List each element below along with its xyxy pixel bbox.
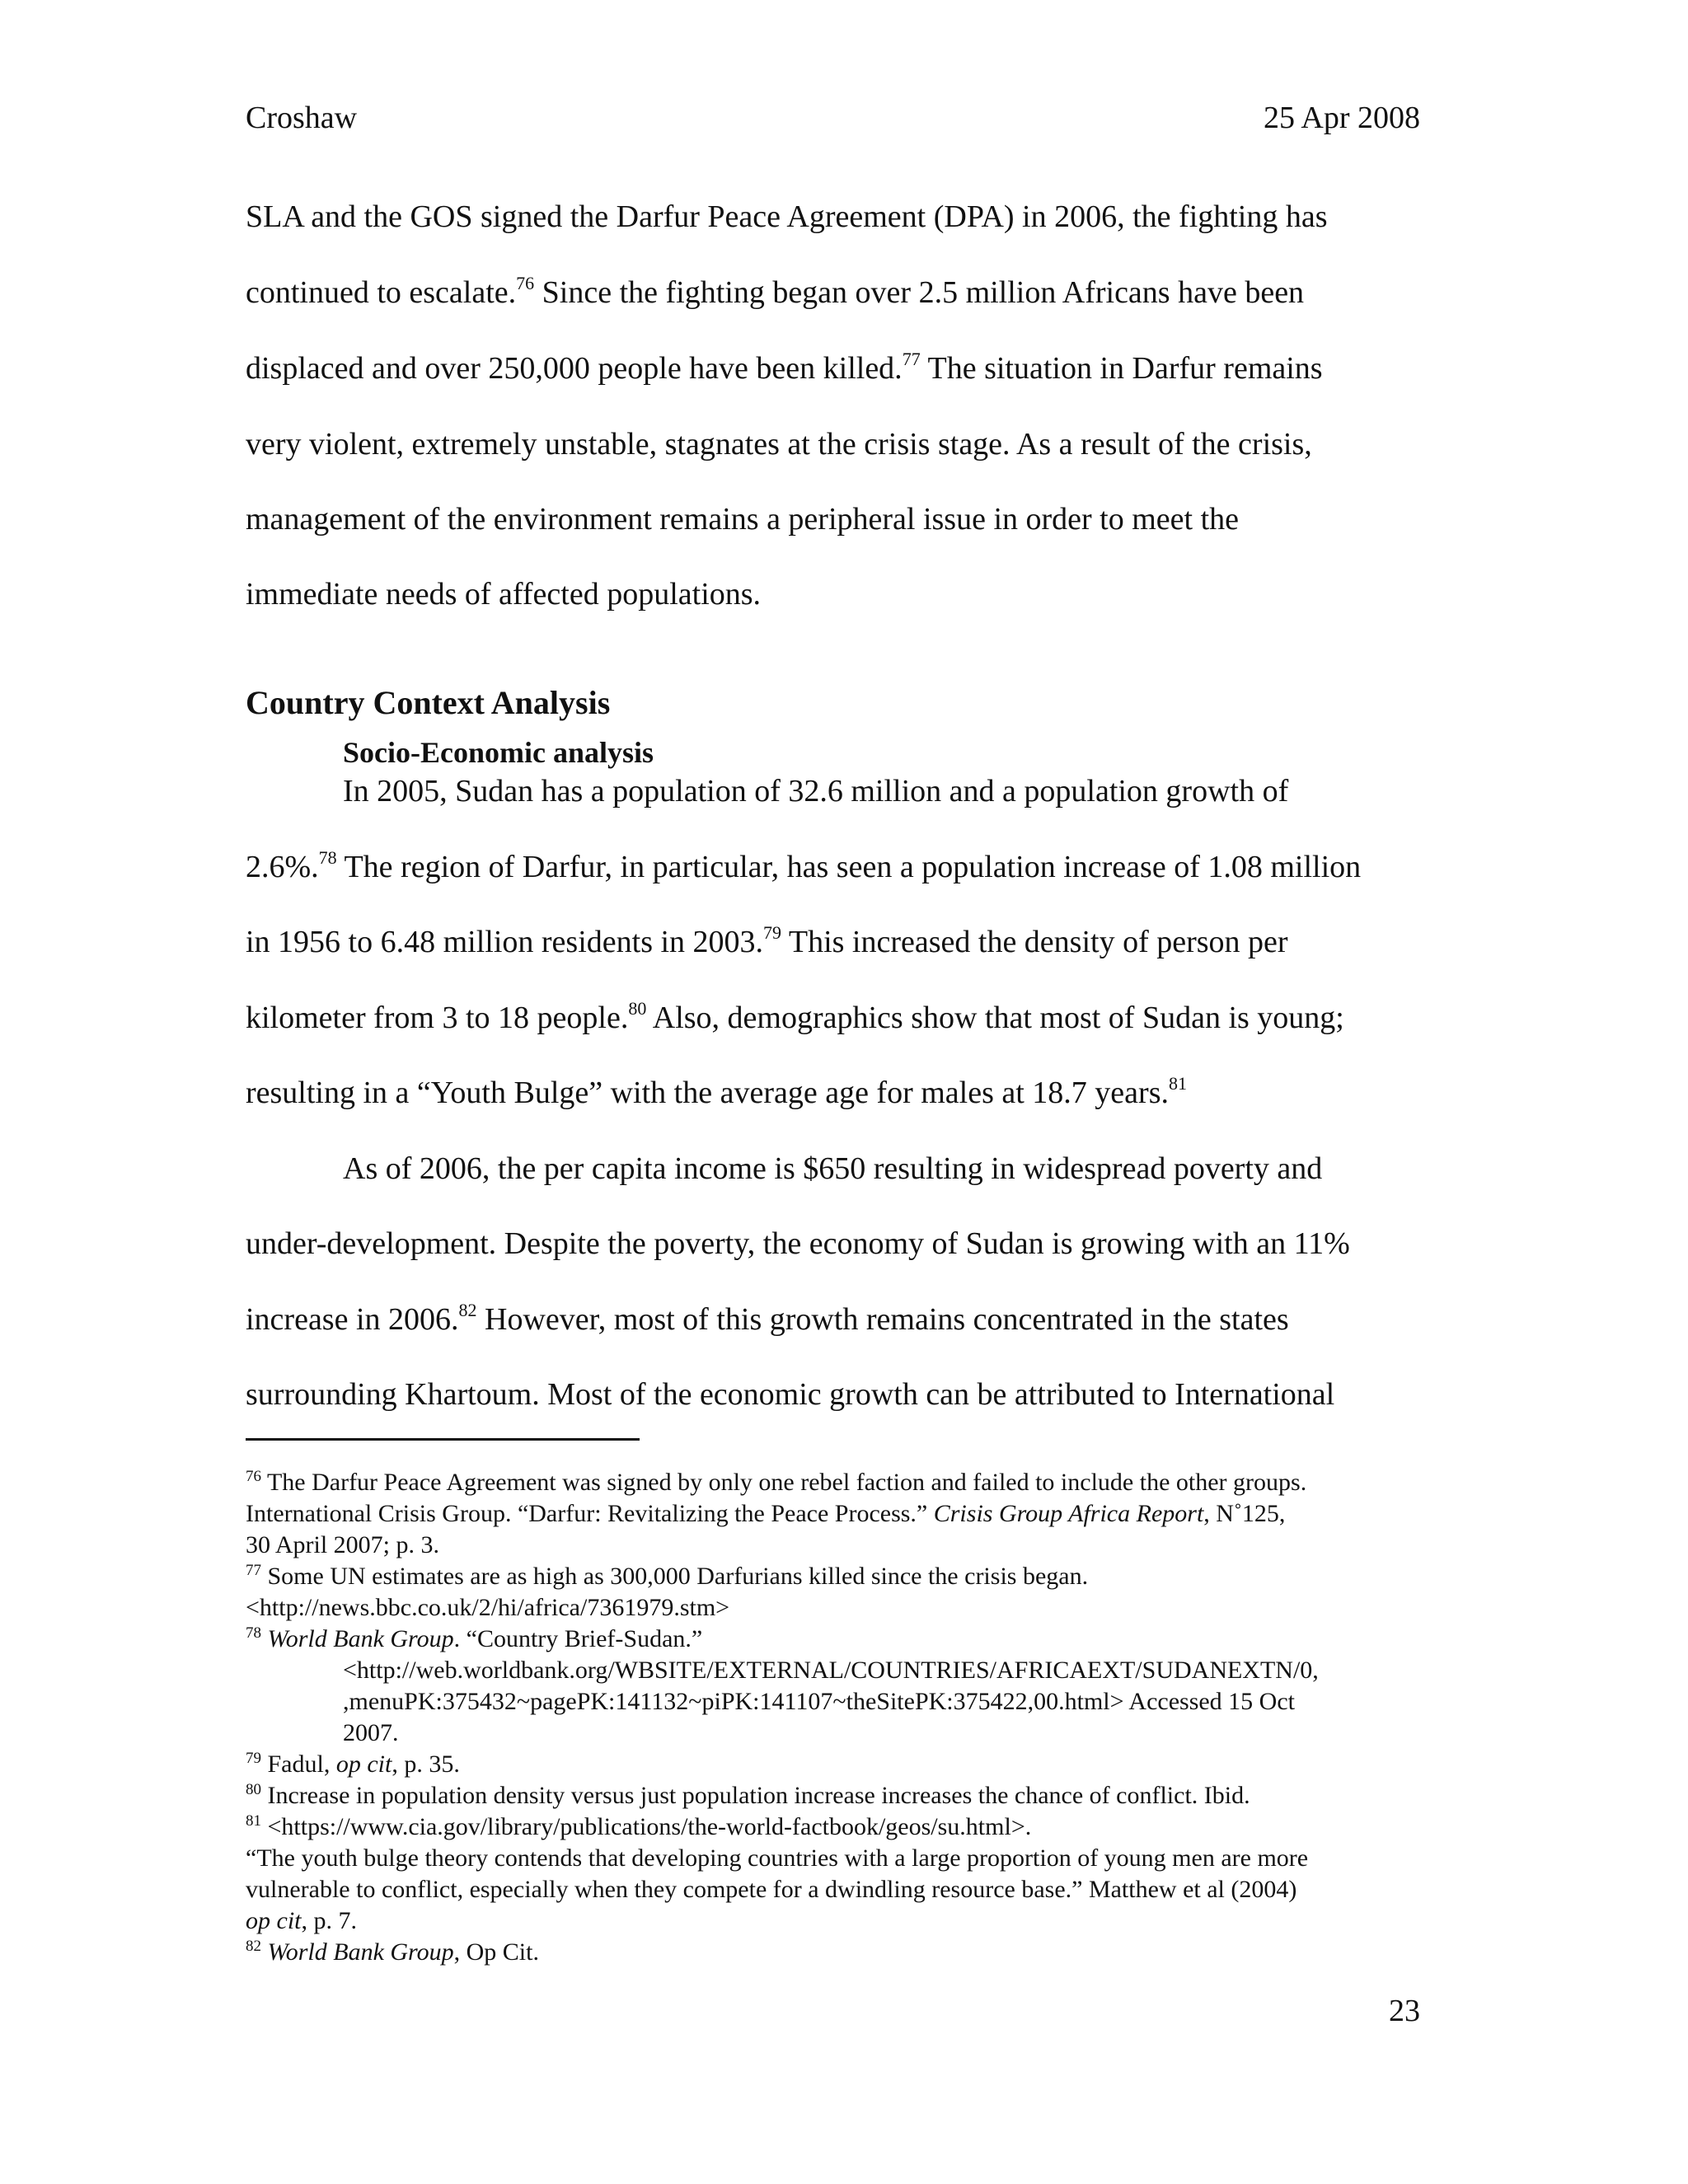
- paragraph-line: In 2005, Sudan has a population of 32.6 million and a population growth of: [343, 774, 1289, 808]
- paragraph-line: 2.6%.$^{78}$ The region of Darfur, in particular, has seen a population increase of 1.08 million: [246, 847, 1362, 884]
- paragraph-line: kilometer from 3 to 18 people.$^{80}$ Also, demographics show that most of Sudan is young;: [246, 998, 1344, 1035]
- footnote-ref: 77: [902, 349, 921, 369]
- running-header: [246, 97, 1420, 147]
- footnote-79: $^{79}$ Fadul, op cit, p. 35.: [246, 1750, 460, 1778]
- footnote-77: $^{77}$ Some UN estimates are as high as 300,000 Darfurians killed since the crisis began.: [246, 1562, 1089, 1590]
- footnote-76: $^{76}$ The Darfur Peace Agreement was signed by only one rebel faction and failed to include the other groups.: [246, 1468, 1307, 1496]
- footnote-ref: 76: [516, 273, 535, 293]
- paragraph-line: in 1956 to 6.48 million residents in 2003.79 This increased the density of person per: [246, 922, 1288, 959]
- paragraph-line: very violent, extremely unstable, stagnates at the crisis stage. As a result of the crisis,: [246, 427, 1312, 462]
- paragraph-line: continued to escalate.$^{76}$ Since the fighting began over 2.5 million Africans have been: [246, 273, 1305, 310]
- footnote-78: $^{78}$ World Bank Group. “Country Brief-Sudan.”: [246, 1624, 703, 1652]
- footnote-line: ,menuPK:375432~pagePK:141132~piPK:141107~theSitePK:375422,00.html> Accessed 15 Oct: [343, 1688, 1295, 1715]
- footnote-line: 30 April 2007; p. 3.: [246, 1531, 440, 1558]
- footnote-ref: 80: [628, 998, 647, 1019]
- paragraph-line: under-development. Despite the poverty, the economy of Sudan is growing with an 11%: [246, 1226, 1350, 1261]
- footnote-line: vulnerable to conflict, especially when they compete for a dwindling resource base.” Matthew et al (2004): [246, 1876, 1297, 1903]
- footnote-line: International Crisis Group. “Darfur: Revitalizing the Peace Process.” Crisis Group Africa Report, N˚125,: [246, 1500, 1286, 1527]
- paragraph-line: resulting in a “Youth Bulge” with the average age for males at 18.7 years.$^{81}$: [246, 1073, 1187, 1110]
- footnote-link[interactable]: <https://www.cia.gov/library/publications/the-world-factbook/geos/su.html>.: [261, 1813, 1032, 1840]
- page-number: 23: [1389, 1994, 1420, 2028]
- header-date: 25 Apr 2008: [1264, 101, 1420, 135]
- footnote-line: “The youth bulge theory contends that developing countries with a large proportion of young men are more: [246, 1844, 1309, 1872]
- paragraph-line: SLA and the GOS signed the Darfur Peace Agreement (DPA) in 2006, the fighting has: [246, 199, 1328, 234]
- footnote-81: $^{81}$ <https://www.cia.gov/library/publications/the-world-factbook/geos/su.html>.: [246, 1812, 1032, 1840]
- subsection-heading: Socio-Economic analysis: [343, 736, 654, 769]
- footnote-ref: 79: [763, 922, 782, 943]
- header-author: Croshaw: [246, 101, 358, 135]
- footnote-line: op cit, p. 7.: [246, 1907, 357, 1934]
- paragraph-line: surrounding Khartoum. Most of the economic growth can be attributed to International: [246, 1377, 1335, 1412]
- paragraph-line: As of 2006, the per capita income is $650 resulting in widespread poverty and: [343, 1151, 1323, 1186]
- footnote-ref: 78: [318, 847, 337, 868]
- footnote-ref: 82: [458, 1300, 477, 1320]
- paragraph-line: management of the environment remains a peripheral issue in order to meet the: [246, 502, 1240, 537]
- paragraph-line: immediate needs of affected populations.: [246, 577, 762, 612]
- footnote-separator: [246, 1438, 640, 1441]
- footnote-ref: 81: [1168, 1073, 1187, 1094]
- footnote-line: 2007.: [343, 1719, 399, 1746]
- paragraph-line: displaced and over 250,000 people have been killed.$^{77}$ The situation in Darfur remains: [246, 349, 1323, 386]
- section-heading: Country Context Analysis: [246, 684, 611, 721]
- footnote-80: $^{80}$ Increase in population density versus just population increase increases the chance of conflict. Ibid.: [246, 1781, 1250, 1809]
- footnote-link[interactable]: <http://news.bbc.co.uk/2/hi/africa/7361979.stm>: [246, 1594, 730, 1621]
- footnote-link[interactable]: <http://web.worldbank.org/WBSITE/EXTERNAL/COUNTRIES/AFRICAEXT/SUDANEXTN/0,: [343, 1657, 1319, 1684]
- footnote-82: $^{82}$ World Bank Group, Op Cit.: [246, 1938, 539, 1966]
- paragraph-line: increase in 2006.82 However, most of this growth remains concentrated in the states: [246, 1300, 1289, 1337]
